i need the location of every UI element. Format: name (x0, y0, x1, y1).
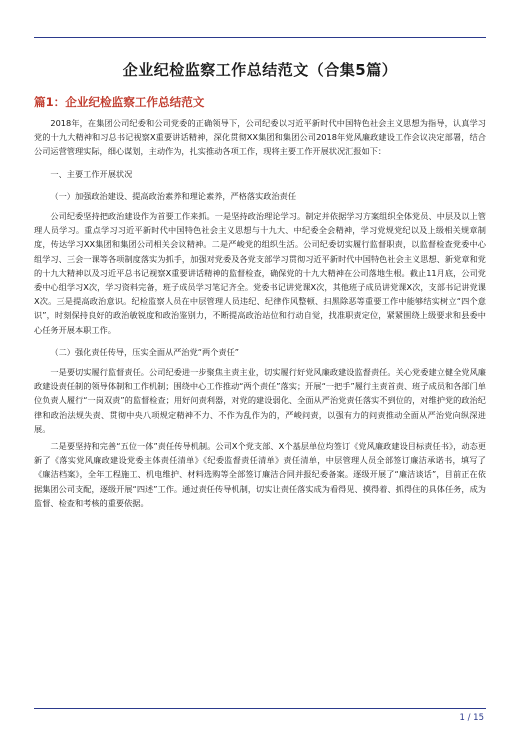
subheading-responsibility: （二）强化责任传导，压实全面从严治党“两个责任” (50, 346, 239, 357)
heading-main-work: 一、主要工作开展状况 (50, 168, 133, 179)
section-heading: 篇1：企业纪检监察工作总结范文 (34, 95, 205, 109)
paragraph-supervision-duty: 一是要切实履行监督责任。公司纪委进一步聚焦主责主业，切实履行好党风廉政建设监督责任。关心党委建立健全党风廉政建设责任制的领导体制和工作机制；围绕中心工作推动“两个责任”落实；开展“一把手”履行主责首责、班子成员和各部门单位负责人履行“一岗双责”的监督检查；用好问责利器，对党的建设弱化、全面从严治党责任落实不到位的，对维护党的政治纪律和政治法规失责、贯彻中央八项规定精神不力、不作为乱作为的，严峻问责，以强有力的问责推动全面从严治党向纵深进展。 (34, 367, 486, 434)
paragraph-intro: 2018年，在集团公司纪委和公司党委的正确领导下，公司纪委以习近平新时代中国特色社会主义思想为指导，认真学习党的十九大精神和习总书记视察X重要讲话精神，深化贯彻XX集团和集团公司2018年党风廉政建设工作会议决定部署，结合公司运营管理实际，细心谋划，主动作为，扎实推动各项工作，现将主要工作开展状况汇报如下： (34, 118, 486, 157)
page-number: 1 / 15 (459, 713, 484, 723)
document-page (34, 60, 486, 510)
footer-rule (34, 708, 486, 709)
header-rule (34, 37, 486, 38)
paragraph-five-in-one: 二是要坚持和完善“五位一体”责任传导机制。公司X个党支部、X个基层单位均签订《党风廉政建设目标责任书》，动态更新了《落实党风廉政建设党委主体责任清单》《纪委监督责任清单》责任清单，中层管理人员全部签订廉洁承诺书，填写了《廉洁档案》，全年工程施工、机电维护、材料选购等全部签订廉洁合同并报纪委备案。逐级开展了“廉洁谈话”，目前正在依据集团公司支配，逐级开展“四述”工作。通过责任传导机制，切实让责任落实成为看得见、摸得着、抓得住的具体任务，成为监督、检查和考核的重要依据。 (34, 441, 486, 508)
subheading-political-construction: （一）加强政治建设、提高政治素养和理论素养，严格落实政治责任 (50, 190, 297, 201)
document-title: 企业纪检监察工作总结范文（合集5篇） (122, 61, 398, 79)
paragraph-political-construction: 公司纪委坚持把政治建设作为首要工作来抓。一是坚持政治理论学习。制定并依据学习方案组织全体党员、中层及以上管理人员学习。重点学习习近平新时代中国特色社会主义思想与十九大、中纪委全会精神，学习党规党纪以及上级相关规章制度，传达学习XX集团和集团公司相关会议精神。二是严峻党的组织生活。公司纪委切实履行监督职责，以监督检查党委中心组学习、三会一课等各项制度落实为抓手，加强对党委及各党支部学习贯彻习近平新时代中国特色社会主义思想、新党章和党的十九大精神以及习近平总书记视察X重要讲话精神的监督检查，确保党的十九大精神在公司落地生根。截止11月底，公司党委中心组学习X次，学习资料完备，班子成员学习笔记齐全。党委书记讲党课X次，其他班子成员讲党课X次，支部书记讲党课X次。三是提高政治意识。纪检监察人员在中层管理人员违纪、纪律作风整顿、扫黑除恶等重要工作中能够结实树立“四个意识”，时刻保持良好的政治敏锐度和政治鉴别力，不断提高政治站位和行动自觉，找准职责定位，紧紧围绕上级要求和县委中心任务开展本职工作。 (34, 211, 486, 335)
